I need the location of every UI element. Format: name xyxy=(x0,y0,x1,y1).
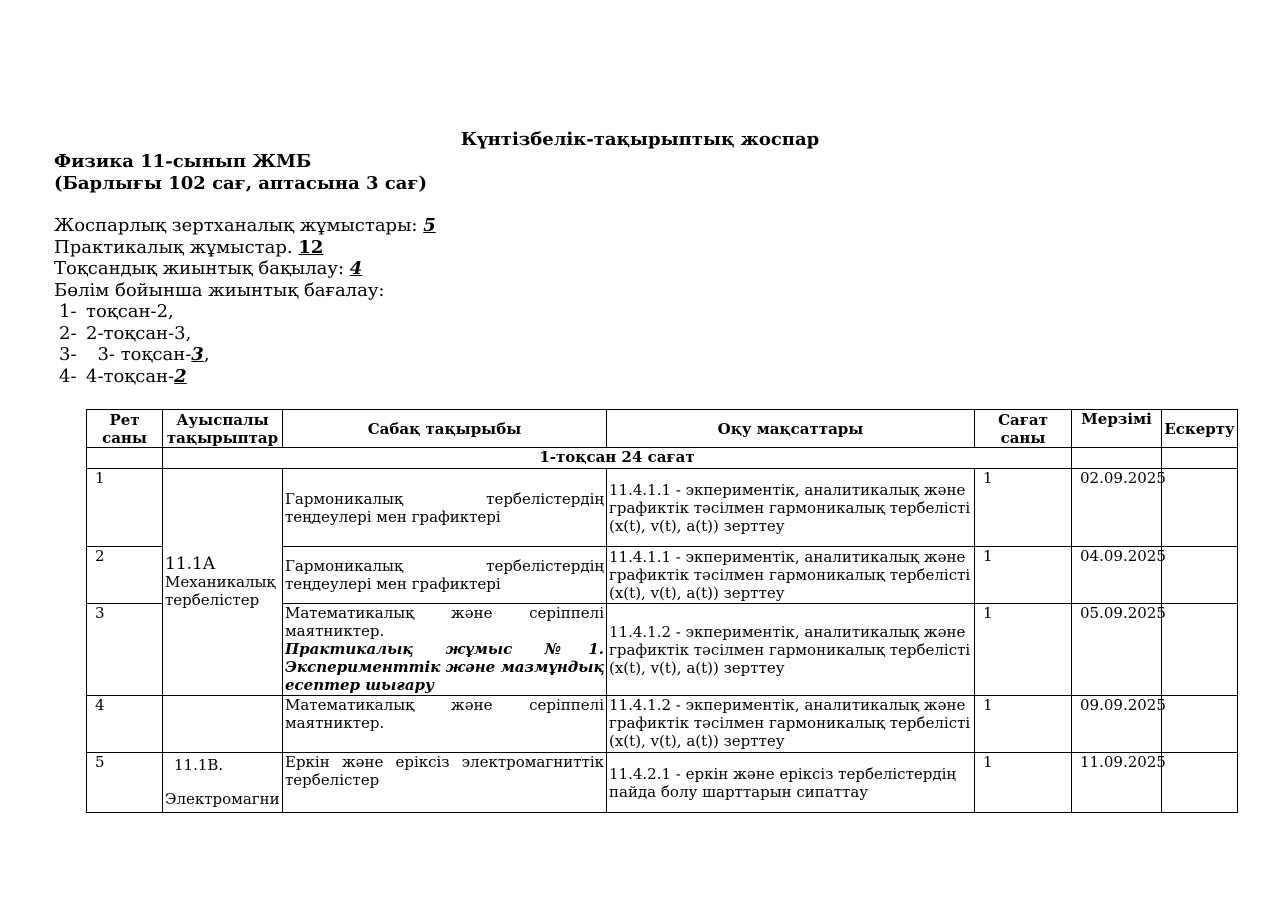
subject-line: Физика 11-сынып ЖМБ xyxy=(54,151,312,172)
quarterly-assessment-value: 4 xyxy=(349,258,363,279)
lab-works-value: 5 xyxy=(423,215,436,236)
row-num: 3 xyxy=(87,604,163,696)
row-hours: 1 xyxy=(975,753,1072,813)
table-row xyxy=(87,469,1238,547)
row-date: 02.09.2025 xyxy=(1072,469,1162,547)
quarter-item-4: 4- 4-тоқсан-2 xyxy=(59,366,187,387)
section-a: 11.1A Механикалық тербелістер xyxy=(163,469,283,696)
header-note: Ескерту xyxy=(1162,410,1238,448)
header-date: Мерзімі xyxy=(1072,410,1162,448)
plan-table xyxy=(86,409,1238,813)
quarterly-assessment-line: Тоқсандық жиынтық бақылау: 4 xyxy=(54,258,363,279)
quarter-item-1: 1- тоқсан-2, xyxy=(59,301,174,322)
row-topic: Математикалық және серіппелі маятниктер. xyxy=(283,696,607,753)
row-topic: Еркін және еріксіз электромагниттік тербелістер xyxy=(283,753,607,813)
row-note xyxy=(1162,604,1238,696)
practical-work-note: Практикалық жұмыс №1. Эксперименттік және мазмұндық есептер шығару xyxy=(285,640,605,694)
header-section: Ауыспалы тақырыптар xyxy=(163,410,283,448)
header-num: Рет саны xyxy=(87,410,163,448)
row-date: 05.09.2025 xyxy=(1072,604,1162,696)
document-title: Күнтізбелік-тақырыптық жоспар xyxy=(460,129,820,150)
row-hours: 1 xyxy=(975,469,1072,547)
row-objective: 11.4.1.2 - экпериментік, аналитикалық және графиктік тәсілмен гармоникалық тербелісті (x(t), v(t), a(t)) зерттеу xyxy=(607,696,975,753)
header-objectives: Оқу мақсаттары xyxy=(607,410,975,448)
row-hours: 1 xyxy=(975,696,1072,753)
row-num: 1 xyxy=(87,469,163,547)
row-objective: 11.4.1.2 - экпериментік, аналитикалық және графиктік тәсілмен гармоникалық тербелісті (x(t), v(t), a(t)) зерттеу xyxy=(607,604,975,696)
row-objective: 11.4.1.1 - экпериментік, аналитикалық және графиктік тәсілмен гармоникалық тербелісті (x(t), v(t), a(t)) зерттеу xyxy=(607,469,975,547)
row-date: 04.09.2025 xyxy=(1072,547,1162,604)
row-note xyxy=(1162,469,1238,547)
lab-works-line: Жоспарлық зертханалық жұмыстары: 5 xyxy=(54,215,436,236)
practical-works-value: 12 xyxy=(298,237,324,258)
row-num: 4 xyxy=(87,696,163,753)
row-topic: Математикалық және серіппелі маятниктер. Практикалық жұмыс №1. Эксперименттік және мазмұндық есептер шығару xyxy=(283,604,607,696)
quarter-item-3: 3- 3- тоқсан-3, xyxy=(59,344,210,365)
row-topic: Гармоникалық тербелістердің теңдеулері мен графиктері xyxy=(283,469,607,547)
table-header-row xyxy=(87,410,1238,448)
row-section-empty xyxy=(163,696,283,753)
quarter-title: 1-тоқсан 24 сағат xyxy=(163,448,1072,469)
table-row xyxy=(87,753,1238,813)
header-hours: Сағат саны xyxy=(975,410,1072,448)
table-row xyxy=(87,696,1238,753)
row-hours: 1 xyxy=(975,604,1072,696)
total-hours-line: (Барлығы 102 сағ, аптасына 3 сағ) xyxy=(54,173,427,194)
row-note xyxy=(1162,547,1238,604)
section-b: 11.1В. Электромагни xyxy=(163,753,283,813)
row-num: 2 xyxy=(87,547,163,604)
row-hours: 1 xyxy=(975,547,1072,604)
row-note xyxy=(1162,696,1238,753)
row-objective: 11.4.1.1 - экпериментік, аналитикалық және графиктік тәсілмен гармоникалық тербелісті (x(t), v(t), a(t)) зерттеу xyxy=(607,547,975,604)
section-assessment-line: Бөлім бойынша жиынтық бағалау: xyxy=(54,280,385,301)
quarter-item-2: 2- 2-тоқсан-3, xyxy=(59,323,192,344)
header-topic: Сабақ тақырыбы xyxy=(283,410,607,448)
row-date: 11.09.2025 xyxy=(1072,753,1162,813)
row-date: 09.09.2025 xyxy=(1072,696,1162,753)
row-objective: 11.4.2.1 - еркін және еріксіз тербелістердің пайда болу шарттарын сипаттау xyxy=(607,753,975,813)
practical-works-line: Практикалық жұмыстар. 12 xyxy=(54,237,324,258)
row-note xyxy=(1162,753,1238,813)
quarter-row xyxy=(87,448,1238,469)
row-topic: Гармоникалық тербелістердің теңдеулері мен графиктері xyxy=(283,547,607,604)
row-num: 5 xyxy=(87,753,163,813)
